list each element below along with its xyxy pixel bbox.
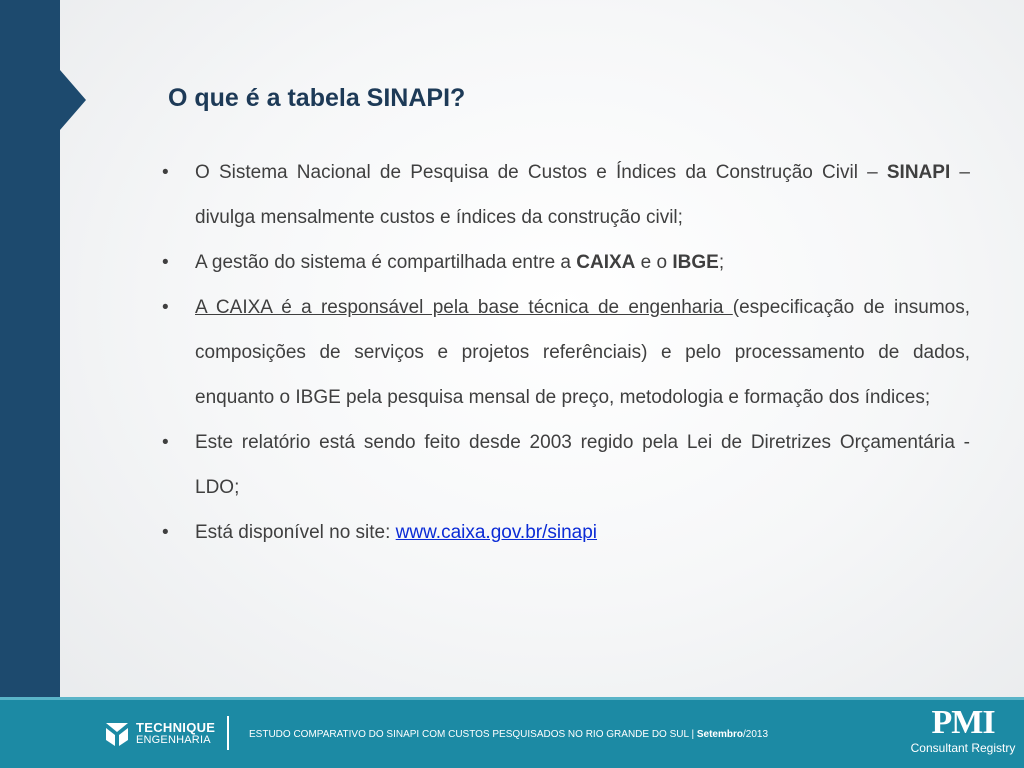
technique-logo: [104, 714, 215, 754]
pmi-logo: [908, 705, 1018, 765]
bullet-text: Este relatório está sendo feito desde 2003 regido pela Lei de Diretrizes Orçamentária - LDO;: [195, 432, 970, 498]
bullet-item-sistema: [160, 150, 970, 240]
bullet-text: ;: [718, 252, 725, 273]
left-accent-bar: [0, 0, 60, 700]
bullet-bold-caixa: CAIXA: [576, 252, 636, 273]
bullet-bold-sinapi: SINAPI: [886, 162, 951, 183]
footer-caption: [249, 729, 768, 740]
footer-caption-month: Setembro: [696, 729, 743, 740]
bullet-text: (especificação de insumos, composições de serviços e projetos referênciais) e pelo processamento de dados, enquanto o IBGE pela pesquisa mensal de preço, metodologia e formação dos índices;: [195, 297, 971, 408]
bullet-item-relatorio: [160, 420, 970, 510]
bullet-text: A gestão do sistema é compartilhada entre a: [195, 252, 577, 273]
bullet-text: O Sistema Nacional de Pesquisa de Custos e Índices da Construção Civil –: [195, 162, 887, 183]
technique-logo-text: TECHNIQUE: [136, 720, 216, 735]
bullet-item-gestao: [160, 240, 970, 285]
pmi-logo-mark: PMI: [931, 704, 995, 741]
bullet-text: e o: [635, 252, 673, 273]
bullet-item-site: [160, 510, 970, 555]
engenharia-logo-text: ENGENHARIA: [136, 734, 211, 746]
bullet-text: – divulga mensalmente custos e índices da construção civil;: [195, 162, 970, 228]
slide-title: O que é a tabela SINAPI?: [168, 84, 466, 112]
bullet-text: Está disponível no site:: [195, 522, 396, 543]
bullet-bold-ibge: IBGE: [672, 252, 719, 273]
bullet-item-caixa-responsavel: [160, 285, 970, 420]
footer-caption-text: ESTUDO COMPARATIVO DO SINAPI COM CUSTOS PESQUISADOS NO RIO GRANDE DO SUL |: [249, 729, 697, 740]
sinapi-site-link[interactable]: www.caixa.gov.br/sinapi: [395, 522, 598, 543]
left-accent-arrow: [60, 70, 86, 130]
pmi-consultant-registry-text: Consultant Registry: [910, 741, 1016, 755]
footer-caption-year: /2013: [742, 729, 769, 740]
slide-content: [160, 150, 970, 555]
footer-divider: [227, 716, 229, 750]
bullet-underlined-text: A CAIXA é a responsável pela base técnica de engenharia: [195, 297, 733, 318]
technique-logo-icon: [104, 720, 130, 748]
